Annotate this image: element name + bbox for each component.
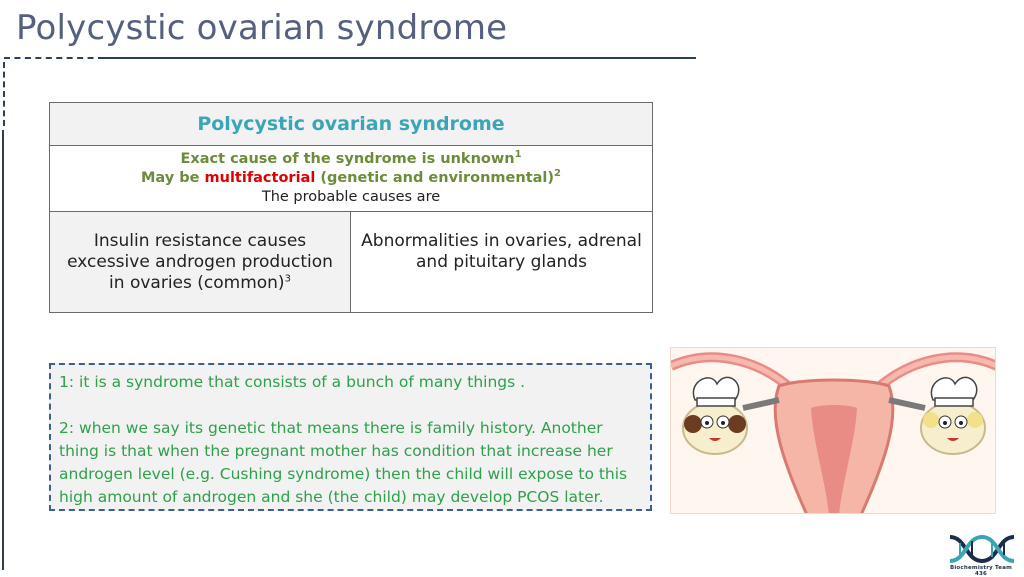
intro-line-probable-causes: The probable causes are bbox=[261, 189, 441, 205]
intro-line1-text: Exact cause of the syndrome is unknown bbox=[180, 151, 515, 167]
causes-table bbox=[49, 102, 653, 313]
note-1: 1: it is a syndrome that consists of a bunch of many things . bbox=[59, 373, 526, 391]
cause-insulin-resistance: Insulin resistance causes excessive androgen production in ovaries (common) bbox=[67, 230, 333, 293]
team-logo bbox=[944, 533, 1018, 577]
cause-gland-abnormalities-cell bbox=[351, 212, 653, 313]
intro-line-multifactorial bbox=[50, 169, 652, 188]
slide-title: Polycystic ovarian syndrome bbox=[16, 8, 508, 48]
cause-insulin-resistance-cell bbox=[50, 212, 351, 313]
footnote-ref-3: 3 bbox=[284, 272, 291, 284]
table-heading: Polycystic ovarian syndrome bbox=[197, 113, 505, 135]
team-logo-text: Biochemistry Team 436 bbox=[949, 565, 1013, 577]
uterus-cartoon-image bbox=[671, 348, 996, 514]
uterus-ovaries-illustration bbox=[670, 347, 996, 514]
note-2: 2: when we say its genetic that means there is family history. Another thing is that when the pregnant mother has condition that increase her androgen level (e.g. Cushing syndrome) then the child will expose to this high amount of androgen and she (the child) may develop PCOS later. bbox=[59, 419, 628, 506]
intro-line2-prefix: May be bbox=[141, 170, 205, 186]
table-intro-row bbox=[50, 146, 653, 212]
dna-logo-icon bbox=[944, 533, 1018, 565]
table-causes-row bbox=[50, 212, 653, 313]
notes-box bbox=[49, 363, 652, 511]
footnote-ref-2: 2 bbox=[554, 168, 561, 180]
intro-line-unknown-cause bbox=[50, 150, 652, 169]
cause-gland-abnormalities: Abnormalities in ovaries, adrenal and pituitary glands bbox=[361, 231, 642, 272]
table-heading-row bbox=[50, 103, 653, 146]
table-intro-cell bbox=[50, 146, 653, 212]
frame-solid-line-top bbox=[104, 57, 696, 59]
frame-solid-line-left bbox=[2, 130, 4, 570]
multifactorial-emphasis: multifactorial bbox=[204, 170, 316, 186]
frame-dashed-line-left bbox=[3, 62, 5, 126]
footnote-ref-1: 1 bbox=[514, 149, 522, 161]
frame-dashed-line-top bbox=[4, 57, 104, 59]
intro-line2-suffix: (genetic and environmental) bbox=[315, 170, 555, 186]
table-heading-cell bbox=[50, 103, 653, 146]
